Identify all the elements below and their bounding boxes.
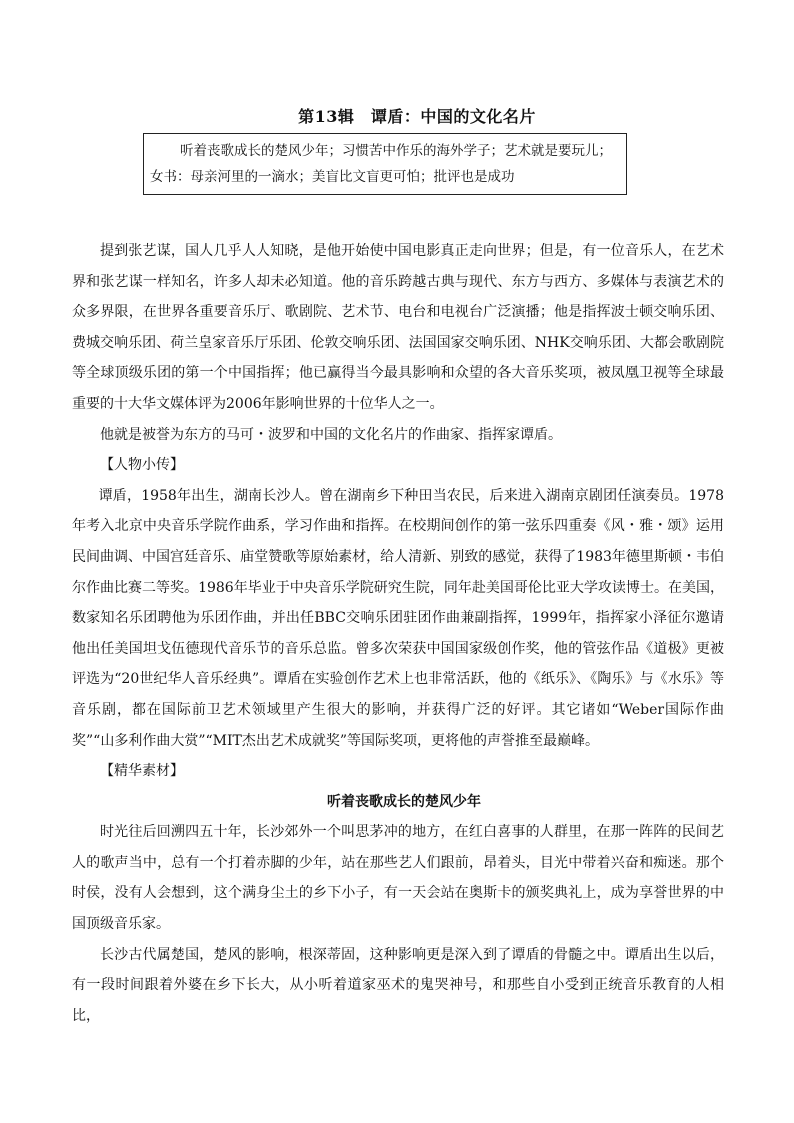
bio-paragraph: 谭盾，1958年出生，湖南长沙人。曾在湖南乡下种田当农民，后来进入湖南京剧团任演奏员。1978年考入北京中央音乐学院作曲系，学习作曲和指挥。在校期间创作的第一弦乐四重奏《风・雅・颂》运用民间曲调、中国宫廷音乐、庙堂赞歌等原始素材，给人清新、别致的感觉，获得了1983年德里斯顿・韦伯尔作曲比赛二等奖。1986年毕业于中央音乐学院研究生院，同年赴美国哥伦比亚大学攻读博士。在美国，数家知名乐团聘他为乐团作曲，并出任BBC交响乐团驻团作曲兼副指挥，1999年，指挥家小泽征尔邀请他出任美国坦戈伍德现代音乐节的音乐总监。曾多次荣获中国国家级创作奖，他的管弦作品《道极》更被评选为“20世纪华人音乐经典”。谭盾在实验创作艺术上也非常活跃，他的《纸乐》、《陶乐》与《水乐》等音乐剧，都在国际前卫艺术领域里产生很大的影响，并获得广泛的好评。其它诸如“Weber国际作曲奖”“山多利作曲大赏”“MIT杰出艺术成就奖”等国际奖项，更将他的声誉推至最巅峰。 xyxy=(72,487,724,749)
article-body xyxy=(72,236,724,1031)
material-paragraph-1: 时光往后回溯四五十年，长沙郊外一个叫思茅冲的地方，在红白喜事的人群里，在那一阵阵的民间艺人的歌声当中，总有一个打着赤脚的少年，站在那些艺人们跟前，昂着头，目光中带着兴奋和痴迷。那个时侯，没有人会想到，这个满身尘土的乡下小子，有一天会站在奥斯卡的颁奖典礼上，成为享誉世界的中国顶级音乐家。 xyxy=(72,824,724,933)
intro-paragraph-2: 他就是被誉为东方的马可・波罗和中国的文化名片的作曲家、指挥家谭盾。 xyxy=(100,426,562,443)
bio-section-label: 【人物小传】 xyxy=(100,457,184,474)
intro-paragraph-1: 提到张艺谋，国人几乎人人知晓，是他开始使中国电影真正走向世界；但是，有一位音乐人，在艺术界和张艺谋一样知名，许多人却未必知道。他的音乐跨越古典与现代、东方与西方、多媒体与表演艺术的众多界限，在世界各重要音乐厅、歌剧院、艺术节、电台和电视台广泛演播；他是指挥波士顿交响乐团、费城交响乐团、荷兰皇家音乐厅乐团、伦敦交响乐团、法国国家交响乐团、NHK交响乐团、大都会歌剧院等全球顶级乐团的第一个中国指挥；他已赢得当今最具影响和众望的各大音乐奖项，被凤凰卫视等全球最重要的十大华文媒体评为2006年影响世界的十位华人之一。 xyxy=(72,243,724,412)
material-section-label: 【精华素材】 xyxy=(100,763,184,780)
summary-box xyxy=(143,133,627,195)
summary-line-1: 听着丧歌成长的楚风少年；习惯苦中作乐的海外学子；艺术就是要玩儿； xyxy=(180,143,612,159)
material-paragraph-2: 长沙古代属楚国，楚风的影响，根深蒂固，这种影响更是深入到了谭盾的骨髓之中。谭盾出生以后，有一段时间跟着外婆在乡下长大，从小听着道家巫术的鬼哭神号，和那些自小受到正统音乐教育的人相比， xyxy=(72,946,724,1024)
material-subtitle: 听着丧歌成长的楚风少年 xyxy=(327,793,481,810)
summary-line-2: 女书：母亲河里的一滴水；美盲比文盲更可怕；批评也是成功 xyxy=(150,169,515,185)
document-title: 第13辑 谭盾：中国的文化名片 xyxy=(298,107,536,126)
